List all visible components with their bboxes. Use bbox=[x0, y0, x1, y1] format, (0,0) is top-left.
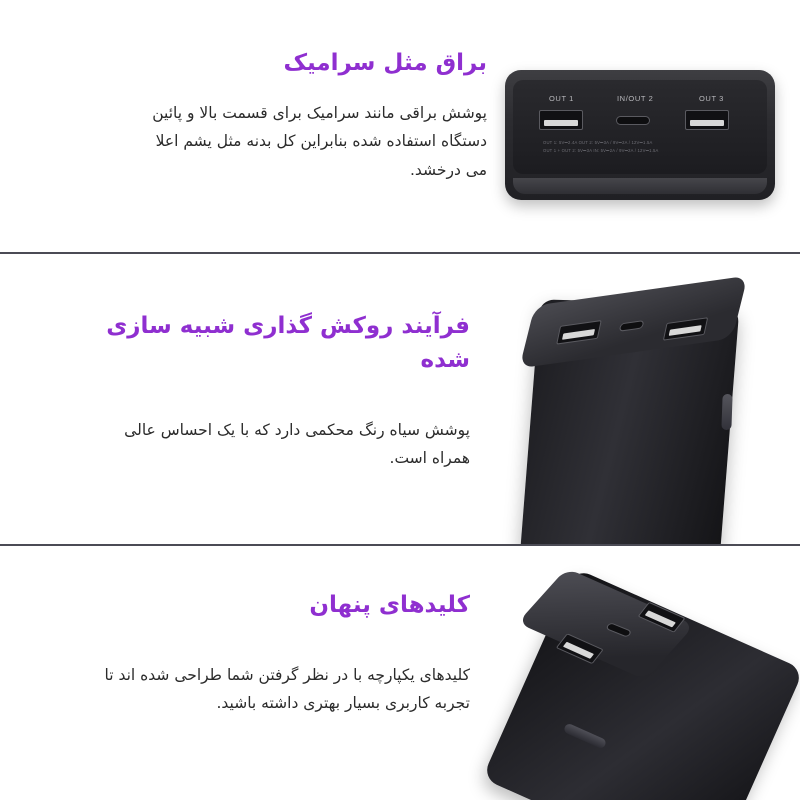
product-image-angled-view bbox=[510, 274, 800, 545]
usb-a-port-diagonal-1 bbox=[638, 602, 686, 633]
text-block-ceramic-gloss bbox=[147, 46, 487, 185]
section-ceramic-gloss bbox=[0, 0, 800, 252]
section-heading-coating-process: فرآیند روکش گذاری شبیه سازی شده bbox=[106, 312, 470, 374]
usb-a-port-angled-1 bbox=[556, 320, 602, 345]
device-face bbox=[513, 80, 767, 174]
usb-c-port-diagonal bbox=[605, 622, 632, 638]
port-label-out1: OUT 1 bbox=[549, 94, 574, 103]
section-hidden-buttons bbox=[0, 546, 800, 800]
usb-c-port-angled bbox=[619, 320, 645, 332]
device-bottom-strip bbox=[513, 178, 767, 194]
product-image-top-view bbox=[505, 70, 775, 200]
section-heading-hidden-buttons: کلیدهای پنهان bbox=[309, 592, 470, 619]
device-fineprint-line-1: OUT 1: 5V⎓2.4A OUT 2: 5V⎓3A / 9V⎓2A / 12V⎓1.5A bbox=[543, 140, 653, 145]
text-block-coating-process bbox=[95, 309, 470, 473]
text-block-hidden-buttons bbox=[95, 588, 470, 718]
section-body-hidden-buttons: کلیدهای یکپارچه با در نظر گرفتن شما طراحی شده اند تا تجربه کاربری بسیار بهتری داشته باشید. bbox=[104, 665, 470, 713]
usb-a-port-out1 bbox=[539, 110, 583, 130]
usb-a-port-out3 bbox=[685, 110, 729, 130]
section-heading-ceramic-gloss: براق مثل سرامیک bbox=[283, 50, 487, 76]
usb-a-port-diagonal-2 bbox=[556, 633, 604, 664]
usb-a-port-angled-2 bbox=[663, 317, 708, 341]
port-label-inout2: IN/OUT 2 bbox=[617, 94, 654, 103]
product-image-diagonal-view bbox=[508, 581, 800, 800]
device-side-button bbox=[721, 394, 732, 430]
usb-c-port-inout2 bbox=[616, 116, 650, 125]
port-label-out3: OUT 3 bbox=[699, 94, 724, 103]
section-body-ceramic-gloss: پوشش براقی مانند سرامیک برای قسمت بالا و پائین دستگاه استفاده شده بنابراین کل بدنه مثل یشم اعلا می درخشد. bbox=[152, 103, 487, 179]
device-fineprint-line-2: OUT 1 + OUT 2: 5V⎓3A IN: 5V⎓2A / 9V⎓2A / 12V⎓1.5A bbox=[543, 148, 659, 153]
section-body-coating-process: پوشش سیاه رنگ محکمی دارد که با یک احساس عالی همراه است. bbox=[124, 420, 470, 468]
section-coating-process bbox=[0, 254, 800, 545]
